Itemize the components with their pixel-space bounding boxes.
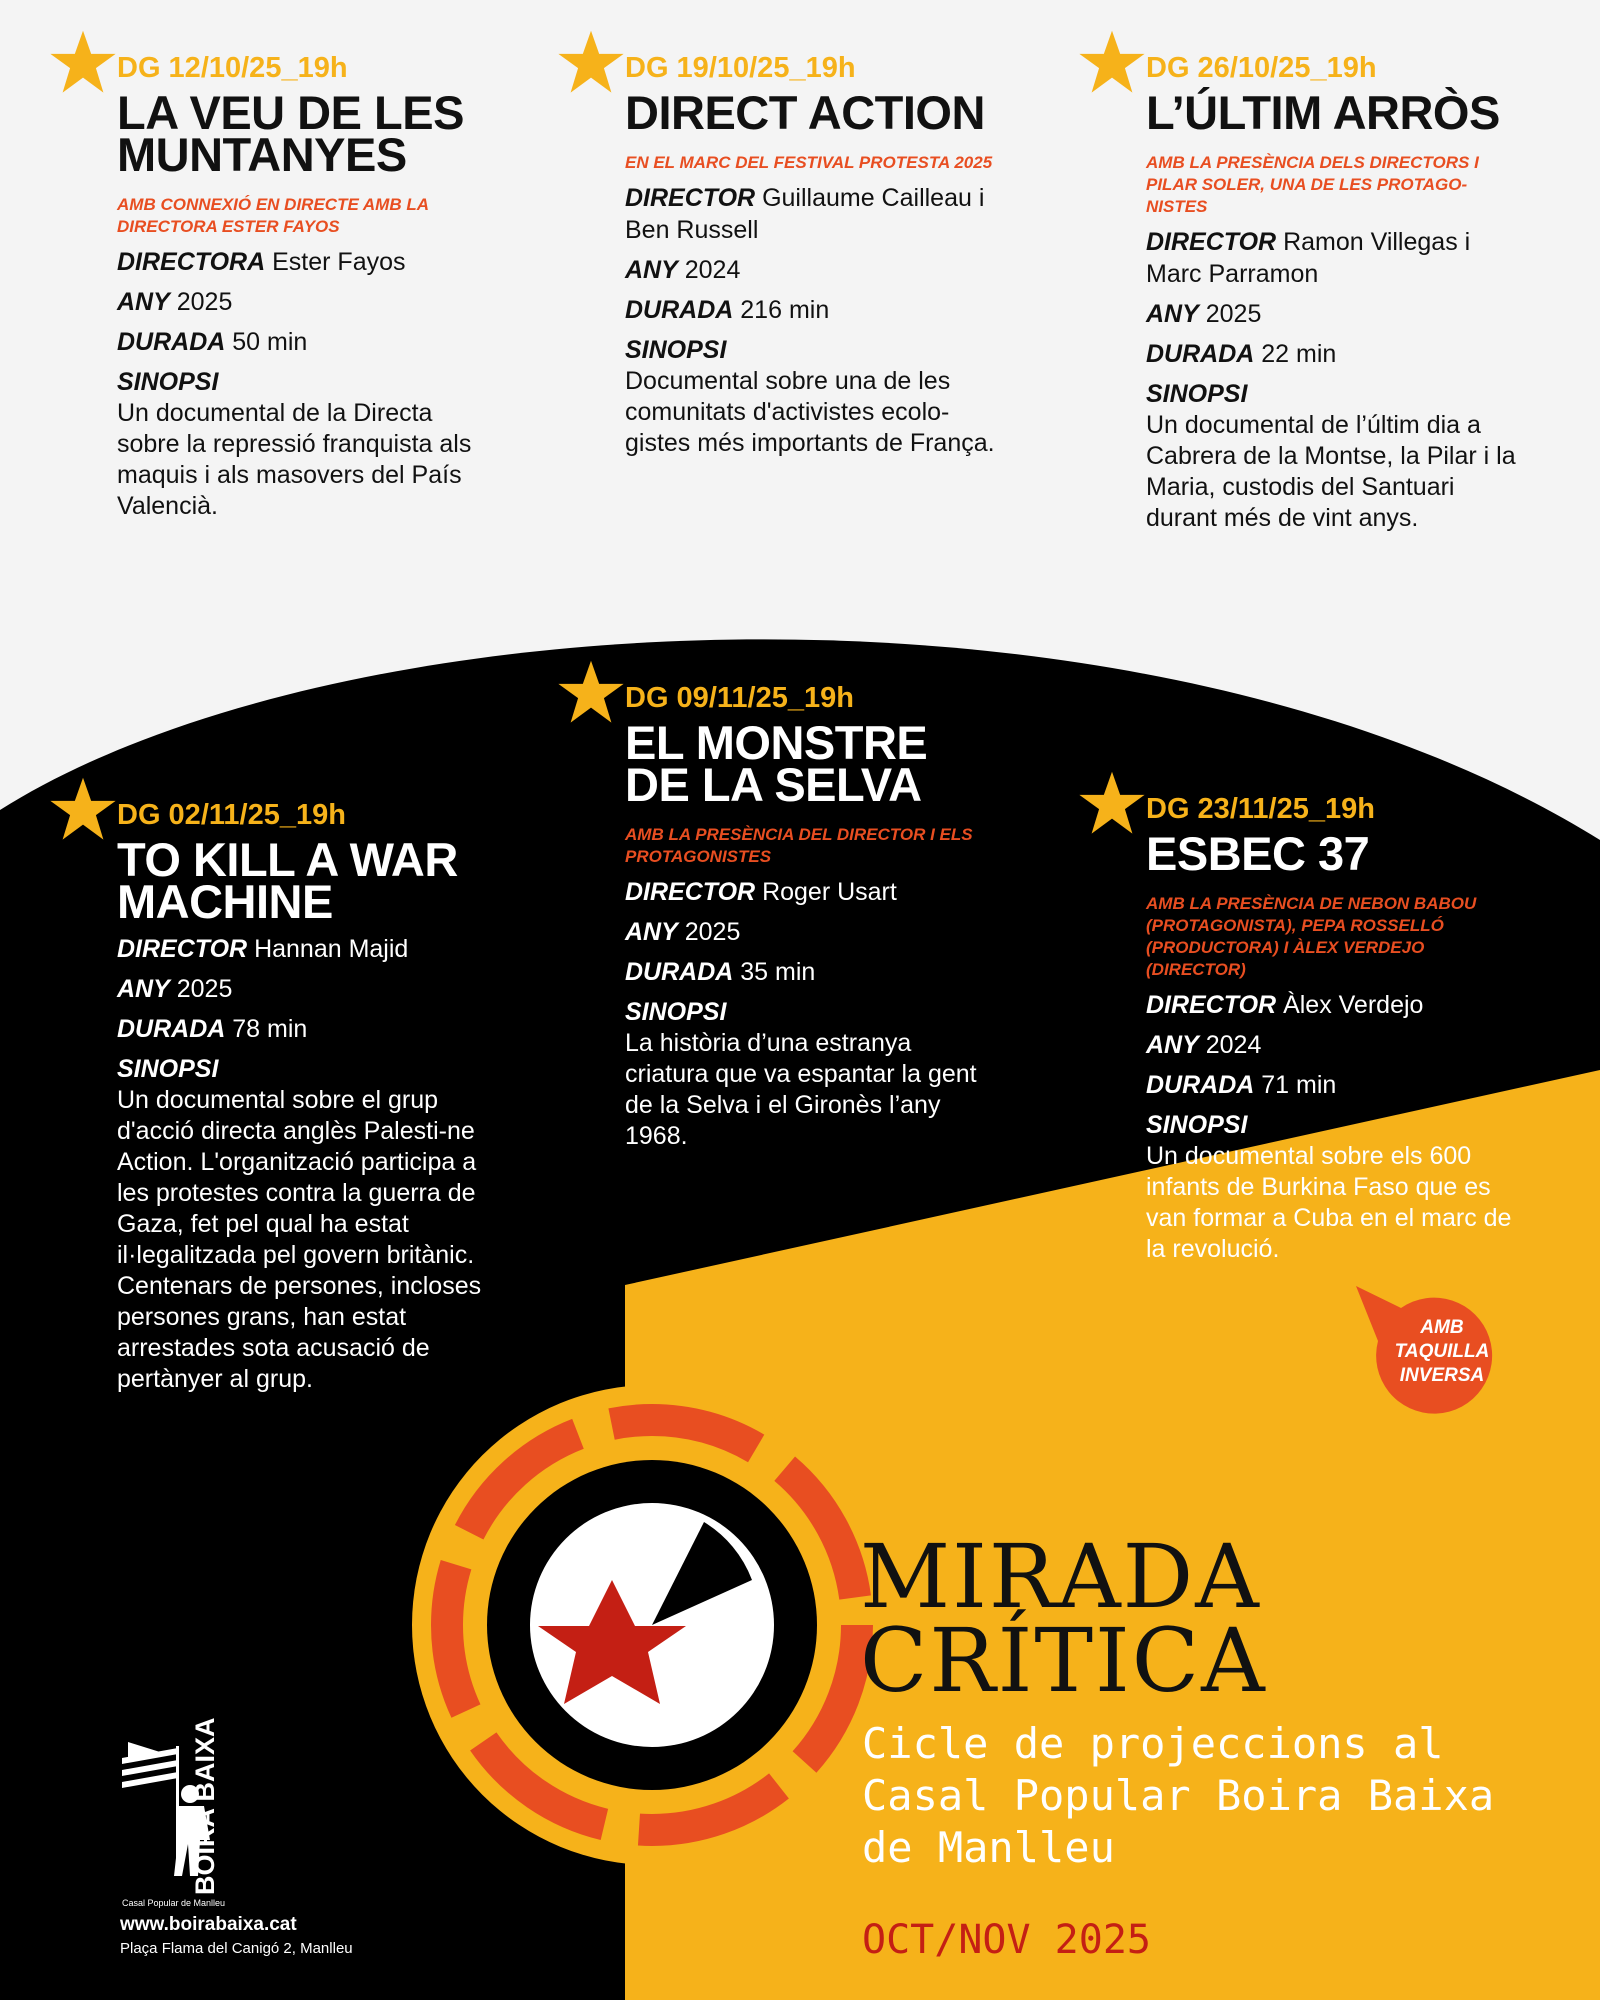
event-director: DIRECTOR Hannan Majid [117,935,409,963]
badge-label: AMB TAQUILLA INVERSA [1394,1317,1490,1386]
synopsis-label: SINOPSI [1146,1111,1248,1139]
event-director: DIRECTOR Ramon Villegas i Marc Parramon [1146,228,1471,288]
cycle-subtitle: Cicle de projeccions al Casal Popular Boira Baixa de Manlleu [862,1719,1495,1872]
event-title: DIRECT ACTION [625,86,985,139]
event-subtitle: EN EL MARC DEL FESTIVAL PROTESTA 2025 [625,153,993,172]
event-year: ANY 2024 [625,256,741,284]
event-synopsis: Un documental de la Directa sobre la repressió franquista als maquis i als masovers del País Valencià. [117,399,472,520]
event-subtitle: AMB LA PRESÈNCIA DEL DIRECTOR I ELS PROTAGONISTES [625,825,973,866]
event-synopsis: Un documental sobre els 600 infants de Burkina Faso que es van formar a Cuba en el marc de la revolució. [1146,1142,1512,1263]
event-director: DIRECTORA Ester Fayos [117,248,406,276]
synopsis-label: SINOPSI [1146,380,1248,408]
event-date: DG 02/11/25_19h [117,797,492,833]
event-title: EL MONSTRE DE LA SELVA [625,716,928,811]
event-title: ESBEC 37 [1146,827,1370,880]
event-synopsis: Documental sobre una de les comunitats d'activistes ecolo-gistes més importants de França. [625,367,995,457]
event-year: ANY 2025 [1146,300,1262,328]
event-title: TO KILL A WAR MACHINE [117,833,458,928]
event-card-3 [1146,50,1521,534]
event-card-6 [1146,791,1521,1265]
event-subtitle: AMB LA PRESÈNCIA DELS DIRECTORS I PILAR SOLER, UNA DE LES PROTAGO-NISTES [1146,153,1479,216]
event-duration: DURADA 35 min [625,958,816,986]
event-year: ANY 2025 [625,918,741,946]
event-title: L’ÚLTIM ARRÒS [1146,86,1500,139]
event-subtitle: AMB CONNEXIÓ EN DIRECTE AMB LA DIRECTORA ESTER FAYOS [117,195,429,236]
event-duration: DURADA 71 min [1146,1071,1337,1099]
event-synopsis: Un documental de l’últim dia a Cabrera de la Montse, la Pilar i la Maria, custodis del Santuari durant més de vint anys. [1146,411,1516,532]
event-card-5 [625,680,1000,1152]
event-date: DG 26/10/25_19h [1146,50,1521,86]
event-year: ANY 2024 [1146,1031,1262,1059]
synopsis-label: SINOPSI [117,368,219,396]
star-icon [49,775,117,843]
event-director: DIRECTOR Roger Usart [625,878,897,906]
address: Plaça Flama del Canigó 2, Manlleu [120,1940,353,1957]
event-duration: DURADA 216 min [625,296,830,324]
event-duration: DURADA 78 min [117,1015,308,1043]
event-director: DIRECTOR Àlex Verdejo [1146,991,1424,1019]
event-date: DG 12/10/25_19h [117,50,492,86]
event-year: ANY 2025 [117,975,233,1003]
website-link[interactable]: www.boirabaixa.cat [120,1914,297,1935]
event-card-2 [625,50,1000,459]
star-icon [1078,769,1146,837]
logo-wordmark: BOIRA BAIXA [190,1717,220,1895]
logo-caption: Casal Popular de Manlleu [122,1898,226,1908]
event-date: DG 19/10/25_19h [625,50,1000,86]
reel-emblem-icon [412,1385,892,1865]
event-card-1 [117,50,492,522]
event-date: DG 09/11/25_19h [625,680,1000,716]
event-title: LA VEU DE LES MUNTANYES [117,86,464,181]
event-director: DIRECTOR Guillaume Cailleau i Ben Russell [625,184,985,244]
synopsis-label: SINOPSI [625,336,727,364]
event-date: DG 23/11/25_19h [1146,791,1521,827]
event-subtitle: AMB LA PRESÈNCIA DE NEBON BABOU (PROTAGONISTA), PEPA ROSSELLÓ (PRODUCTORA) I ÀLEX VERDEJO (DIRECTOR) [1146,894,1477,979]
event-card-4 [117,797,492,1395]
star-icon [557,658,625,726]
event-synopsis: La història d’una estranya criatura que va espantar la gent de la Selva i el Gironès l’any 1968. [625,1029,977,1150]
event-duration: DURADA 22 min [1146,340,1337,368]
event-synopsis: Un documental sobre el grup d'acció directa anglès Palesti-ne Action. L'organització participa a les protestes contra la guerra de Gaza, fet pel qual ha estat il·legalitzada pel govern britànic. Centenars de persones, incloses persones grans, han estat arrestades sota acusació de pertànyer al grup. [117,1086,482,1393]
star-icon [1078,28,1146,96]
star-icon [557,28,625,96]
synopsis-label: SINOPSI [117,1055,219,1083]
cycle-title: MIRADA CRÍTICA [860,1525,1267,1712]
synopsis-label: SINOPSI [625,998,727,1026]
cycle-dates: OCT/NOV 2025 [862,1917,1151,1963]
event-duration: DURADA 50 min [117,328,308,356]
event-year: ANY 2025 [117,288,233,316]
star-icon [49,28,117,96]
